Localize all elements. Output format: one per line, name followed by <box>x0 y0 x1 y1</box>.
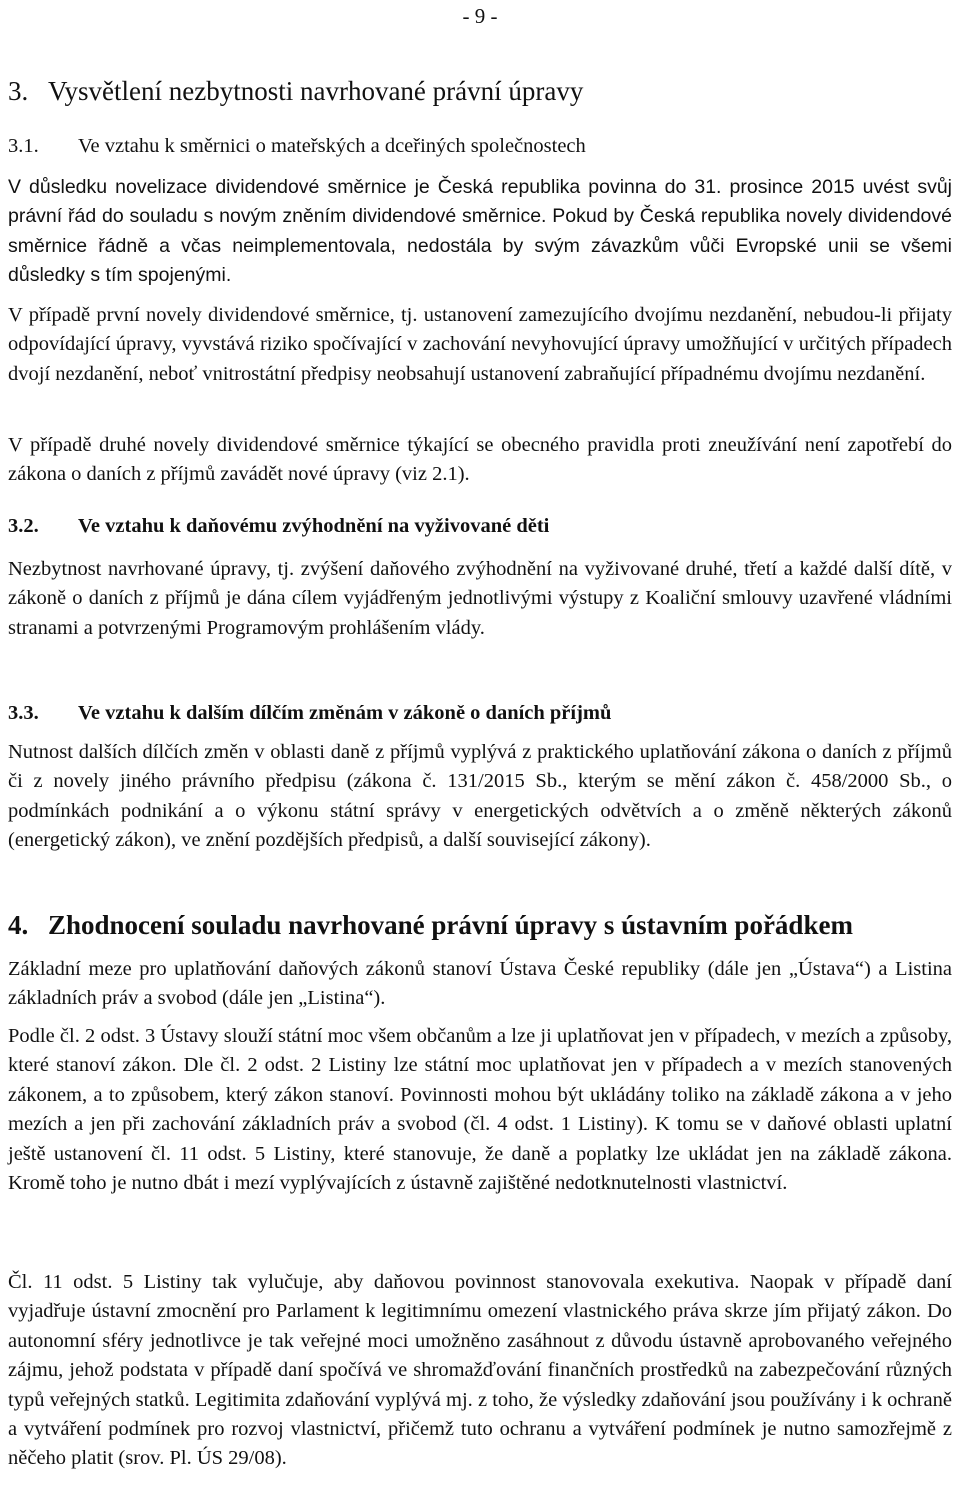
paragraph: Podle čl. 2 odst. 3 Ústavy slouží státní moc všem občanům a lze ji uplatňovat jen v případech, v mezích a způsoby, které stanoví zákon. Dle čl. 2 odst. 2 Listiny lze státní moc uplatňovat jen v případech a v mezích stanovených zákonem, a to způsobem, který zákon stanoví. Povinnosti mohou být ukládány toliko na základě zákona a v jeho mezích a jen při zachování základních práv a svobod (čl. 4 odst. 1 Listiny). K tomu se v daňové oblasti uplatní ještě ustanovení čl. 11 odst. 5 Listiny, které stanovuje, že daně a poplatky lze ukládat jen na základě zákona. Kromě toho je nutno dbát i mezí vyplývajících z ústavně zajištěné nedotknutelnosti vlastnictví. <box>8 1025 952 1195</box>
subsection-3-2-heading <box>8 513 549 539</box>
subsection-3-1-heading <box>8 133 586 159</box>
subsection-number: 3.3. <box>8 702 39 724</box>
subsection-title: Ve vztahu k daňovému zvýhodnění na vyživované děti <box>78 515 550 537</box>
subsection-number: 3.2. <box>8 515 39 537</box>
paragraph: V případě první novely dividendové směrnice, tj. ustanovení zamezujícího dvojímu nezdanění, nebudou-li přijaty odpovídající úpravy, vyvstává riziko spočívající v zachování nevyhovující úpravy umožňující v určitých případech dvojí nezdanění, neboť vnitrostátní předpisy neobsahují ustanovení zabraňující případnému dvojímu nezdanění. <box>8 304 952 385</box>
paragraph: Nezbytnost navrhované úpravy, tj. zvýšení daňového zvýhodnění na vyživované druhé, třetí a každé další dítě, v zákoně o daních z příjmů je dána cílem vyjádřeným jednotlivými výstupy z Koaliční smlouvy uzavřené vládními stranami a potvrzenými Programovým prohlášením vlády. <box>8 558 952 639</box>
section-4-heading <box>8 910 853 940</box>
paragraph: V případě druhé novely dividendové směrnice týkající se obecného pravidla proti zneužívání není zapotřebí do zákona o daních z příjmů zavádět nové úpravy (viz 2.1). <box>8 434 952 486</box>
subsection-3-3-heading <box>8 700 611 726</box>
subsection-title: Ve vztahu k směrnici o mateřských a dceřiných společnostech <box>78 135 586 157</box>
page-number: - 9 - <box>462 4 498 28</box>
section-number: 3. <box>8 76 29 106</box>
paragraph: Čl. 11 odst. 5 Listiny tak vylučuje, aby daňovou povinnost stanovovala exekutiva. Naopak v případě daní vyjadřuje ústavní zmocnění pro Parlament k legitimnímu omezení vlastnického práva skrze jím přijatý zákon. Do autonomní sféry jednotlivce je tak veřejné moci umožněno zasáhnout z důvodu ústavně aprobovaného veřejného zájmu, jehož podstata v případě daní spočívá ve shromažďování finančních prostředků na zabezpečování různých typů veřejných statků. Legitimita zdaňování vyplývá mj. z toho, že výsledky zdaňování jsou používány i k ochraně a vytváření podmínek pro rozvoj vlastnictví, přičemž tuto ochranu a vytváření podmínek je nutno samozřejmě z něčeho platit (srov. Pl. ÚS 29/08). <box>8 1271 952 1470</box>
paragraph: Základní meze pro uplatňování daňových zákonů stanoví Ústava České republiky (dále jen „Ústava“) a Listina základních práv a svobod (dále jen „Listina“). <box>8 958 952 1010</box>
paragraph: V důsledku novelizace dividendové směrnice je Česká republika povinna do 31. prosince 2015 uvést svůj právní řád do souladu s novým zněním dividendové směrnice. Pokud by Česká republika novely dividendové směrnice řádně a včas neimplementovala, nedostála by svým závazkům vůči Evropské unii se všemi důsledky s tím spojenými. <box>8 176 952 287</box>
subsection-title: Ve vztahu k dalším dílčím změnám v zákoně o daních příjmů <box>78 702 612 724</box>
section-number: 4. <box>8 910 29 940</box>
paragraph: Nutnost dalších dílčích změn v oblasti daně z příjmů vyplývá z praktického uplatňování zákona o daních z příjmů či z novely jiného právního předpisu (zákona č. 131/2015 Sb., kterým se mění zákon č. 458/2000 Sb., o podmínkách podnikání a o výkonu státní správy v energetických odvětvích a o změně některých zákonů (energetický zákon), ve znění pozdějších předpisů, a další související zákony). <box>8 741 952 852</box>
subsection-number: 3.1. <box>8 135 39 157</box>
section-3-heading <box>8 76 583 106</box>
section-title: Vysvětlení nezbytnosti navrhované právní úpravy <box>48 76 584 106</box>
section-title: Zhodnocení souladu navrhované právní úpravy s ústavním pořádkem <box>48 910 853 940</box>
